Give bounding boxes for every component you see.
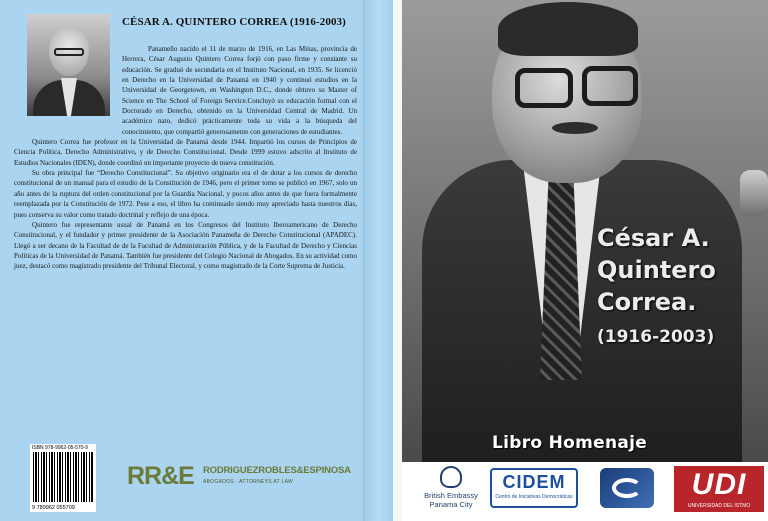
cidem-logo: [490, 466, 578, 512]
book-spine: [363, 0, 395, 521]
institute-logo: [592, 466, 662, 512]
cidem-name: CIDEM: [502, 472, 566, 492]
bio-paragraph-2: Quintero Correa fue profesor en la Universidad de Panamá desde 1944. Impartió los cursos de Principios de Ciencia Política, Derecho Administrativo, y de Derecho Constitucional. Desde 1999 estuvo adscrito al Instituto de Estudios Nacionales (IDEN), donde coordinó un importante proyecto de nueva constitución.: [14, 138, 357, 167]
udi-logo: [674, 466, 764, 512]
british-embassy-line-1: British Embassy: [424, 491, 478, 500]
bio-paragraph-4: Quintero fue representante usual de Panamá en los Congresos del Instituto Iberoamericano de Derecho Constitucional, y el fundador y primer presidente de la Asociación Panameña de Derecho Constitucional (APADEC). Llegó a ser decano de la Facultad de de la Facultad de Administración Pública, y de la Facultad de Derecho y Ciencias Políticas de la Universidad de Panamá. También fue presidente del Colegio Nacional de Abogados. En su actividad como juez, destacó como magistrado presidente del Tribunal Electoral, y como magistrado de la Corte Suprema de Justicia.: [14, 220, 357, 271]
institute-emblem-icon: [600, 468, 654, 508]
british-embassy-line-2: Panama City: [429, 500, 473, 509]
cover-title-line-3: Correa.: [597, 288, 697, 316]
publisher-logo-mark: RR&E: [127, 462, 194, 490]
royal-crest-icon: [440, 466, 462, 488]
sponsor-logos-strip: [402, 462, 768, 521]
cidem-subtitle: Centro de Iniciativas Democráticas: [495, 494, 573, 500]
udi-subtitle: UNIVERSIDAD DEL ISTMO: [687, 503, 751, 509]
cover-hair: [498, 2, 638, 56]
cover-glasses-left: [515, 68, 573, 108]
barcode-number: 9 789962 055709: [32, 505, 75, 511]
publisher-name: RODRIGUEZROBLES&ESPINOSA: [203, 465, 351, 476]
cover-title-line-2: Quintero: [597, 256, 716, 284]
cover-glasses-right: [582, 66, 638, 106]
cover-title-line-1: César A.: [597, 224, 710, 252]
back-cover-title: CÉSAR A. QUINTERO CORREA (1916-2003): [122, 16, 346, 28]
cover-subtitle: Libro Homenaje: [492, 433, 648, 453]
isbn-text: ISBN 978-9962-05-570-9: [32, 445, 88, 451]
cover-mustache: [552, 122, 598, 134]
publisher-subtitle: ABOGADOS · ATTORNEYS AT LAW: [203, 479, 294, 485]
bio-paragraph-1: Panameño nacido el 11 de marzo de 1916, en Las Minas, provincia de Herrera, César Augusto Quintero Correa forjó con paso firme y constante su educación. Se graduó de secundaria en el Instituto Nacional, en 1935. Se licenció en Derecho en la Universidad de Panamá en 1940 y continuó estudios en la Universidad de Georgetown, en Washington D.C., donde obtuvo su Master of Science en The School of Foreign Service.Concluyó su educación formal con el Doctorado en Derecho, obtenido en la Universidad Central de Madrid. Un académico nato, dedicó prácticamente toda su vida a la búsqueda del conocimiento, que compartió generosamente con generaciones de estudiantes.: [122, 45, 357, 136]
isbn-barcode: [30, 444, 96, 512]
cover-title: [597, 222, 716, 318]
udi-name: UDI: [691, 468, 747, 501]
barcode-bars: [33, 452, 93, 502]
cover-years: (1916-2003): [597, 327, 715, 347]
author-biography: [14, 44, 357, 272]
british-embassy-logo: [416, 466, 486, 512]
bio-paragraph-3: Su obra principal fue “Derecho Constitucional”. Su objetivo originario era el de dotar a los cursos de derecho constitucional de un manual para el estudio de la Constitución de 1946, pero el primer tomo se publicó en 1967, solo un año antes de la ruptura del orden constitucional por la Guardia Nacional, y pocos años antes de que fuera formalmente reemplazada por la Constitución de 1972. Pese a eso, el libro ha continuado siendo muy apreciado hasta nuestros días, pues conserva su valor como tratado doctrinal y reflejo de una época.: [14, 169, 357, 219]
microphone-icon: [740, 170, 768, 216]
